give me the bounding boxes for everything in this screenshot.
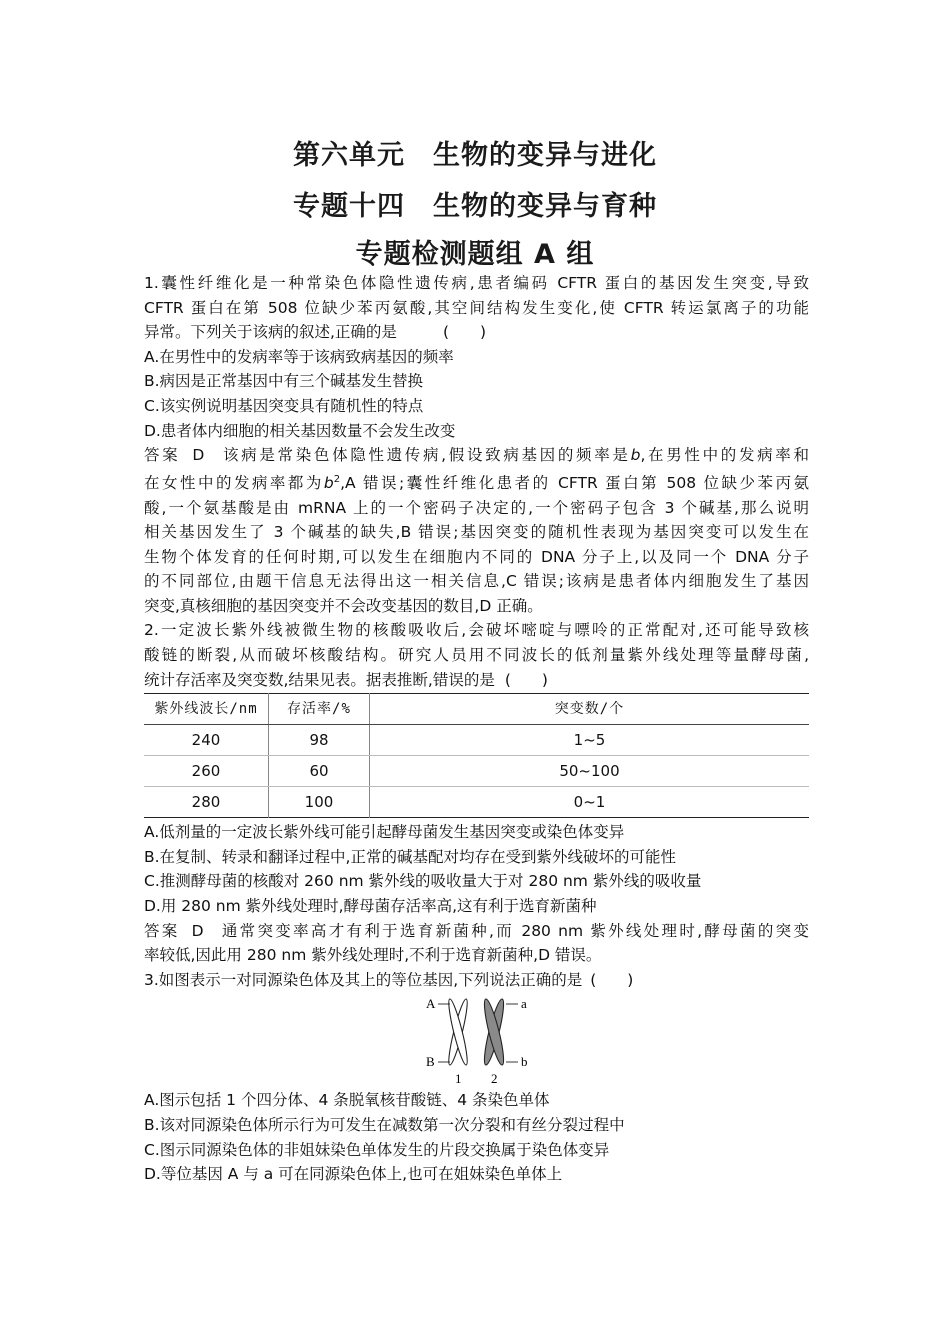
q1-explanation-line: 生物个体发育的任何时期,可以发生在细胞内不同的 DNA 分子上,以及同一个 DNA 分子 xyxy=(144,547,809,566)
q2-stem-line: 酸链的断裂,从而破坏核酸结构。研究人员用不同波长的低剂量紫外线处理等量酵母菌, xyxy=(144,646,809,665)
chromosome-figure xyxy=(144,992,809,1088)
table-cell: 0~1 xyxy=(370,787,810,818)
chromosome-1 xyxy=(446,998,471,1066)
q1-stem-line: CFTR 蛋白在第 508 位缺少苯丙氨酸,其空间结构发生变化,使 CFTR 转运氯离子的功能 xyxy=(144,298,809,317)
table-row xyxy=(144,787,809,818)
q1-explanation-line: 的不同部位,由题干信息无法得出这一相关信息,C 错误;该病是患者体内细胞发生了基因 xyxy=(144,572,809,591)
q2-option-d: D.用 280 nm 紫外线处理时,酵母菌存活率高,这有利于选育新菌种 xyxy=(144,897,597,916)
answer-letter: D xyxy=(192,446,205,465)
q2-answer-paren: ( ) xyxy=(504,670,548,689)
table-cell: 280 xyxy=(191,792,221,811)
uv-data-table xyxy=(144,693,809,818)
chromosome-2 xyxy=(481,998,507,1066)
table-header: 存活率/% xyxy=(269,694,370,725)
q2-stem-line: 统计存活率及突变数,结果见表。据表推断,错误的是 ( ) xyxy=(144,670,548,689)
answer-label: 答案 xyxy=(144,446,181,465)
label-b: b xyxy=(521,1054,528,1070)
q2-explanation-line: 率较低,因此用 280 nm 紫外线处理时,不利于选育新菌种,D 错误。 xyxy=(144,946,602,965)
q2-option-a: A.低剂量的一定波长紫外线可能引起酵母菌发生基因突变或染色体变异 xyxy=(144,823,625,842)
chromosome-number-1: 1 xyxy=(455,1071,462,1087)
table-cell: 240 xyxy=(144,725,269,756)
table-row xyxy=(144,725,809,756)
q1-stem-line: 1.囊性纤维化是一种常染色体隐性遗传病,患者编码 CFTR 蛋白的基因发生突变,导致 xyxy=(144,274,809,292)
q1-option-d: D.患者体内细胞的相关基因数量不会发生改变 xyxy=(144,421,456,440)
q1-explanation-line: 在女性中的发病率都为$b^2,A$ 错误;囊性纤维化患者的 CFTR 蛋白第 508 位缺少苯丙氨 xyxy=(144,473,809,492)
q1-explanation-line: 突变,真核细胞的基因突变并不会改变基因的数目,D 正确。 xyxy=(144,596,543,615)
answer-letter: D xyxy=(191,921,204,940)
unit-title: 第六单元 生物的变异与进化 xyxy=(293,140,657,171)
label-a: a xyxy=(521,996,527,1012)
table-cell: 100 xyxy=(269,787,370,818)
q1-explanation-line: 相关基因发生了 3 个碱基的缺失,B 错误;基因突变的随机性表现为基因突变可以发生在 xyxy=(144,523,809,542)
label-A: A xyxy=(426,996,436,1012)
q2-option-c: C.推测酵母菌的核酸对 260 nm 紫外线的吸收量大于对 280 nm 紫外线的吸收量 xyxy=(144,872,702,891)
q3-stem: 3.如图表示一对同源染色体及其上的等位基因,下列说法正确的是 ( ) xyxy=(144,970,634,989)
q3-option-c: C.图示同源染色体的非姐妹染色单体发生的片段交换属于染色体变异 xyxy=(144,1140,610,1159)
chromosome-number-2: 2 xyxy=(491,1071,498,1087)
table-header-row xyxy=(144,694,809,725)
q2-stem-line: 2.一定波长紫外线被微生物的核酸吸收后,会破坏嘧啶与嘌呤的正常配对,还可能导致核 xyxy=(144,621,809,640)
table-header: 紫外线波长/nm xyxy=(144,694,269,725)
q3-answer-paren: ( ) xyxy=(590,970,634,989)
table-cell: 98 xyxy=(269,725,370,756)
q3-option-a: A.图示包括 1 个四分体、4 条脱氧核苷酸链、4 条染色单体 xyxy=(144,1091,550,1110)
q1-option-b: B.病因是正常基因中有三个碱基发生替换 xyxy=(144,372,424,391)
q1-answer-paren: ( ) xyxy=(442,323,487,342)
q2-explanation-line: 答案 D 通常突变率高才有利于选育新菌种,而 280 nm 紫外线处理时,酵母菌的突变 xyxy=(144,921,809,940)
table-cell: 1~5 xyxy=(370,725,810,756)
q1-explanation-line: 答案 D 该病是常染色体隐性遗传病,假设致病基因的频率是b,在男性中的发病率和 xyxy=(144,446,809,465)
table-cell: 60 xyxy=(269,756,370,787)
topic-title: 专题十四 生物的变异与育种 xyxy=(293,191,657,222)
table-row xyxy=(144,756,809,787)
question-content xyxy=(144,271,809,1187)
answer-label: 答案 xyxy=(144,921,180,940)
q3-option-d: D.等位基因 A 与 a 可在同源染色体上,也可在姐妹染色单体上 xyxy=(144,1165,563,1184)
q1-option-c: C.该实例说明基因突变具有随机性的特点 xyxy=(144,396,424,415)
table-cell: 260 xyxy=(144,756,269,787)
table-header: 突变数/个 xyxy=(370,694,810,725)
table-cell: 50~100 xyxy=(370,756,810,787)
group-title: 专题检测题组 A 组 xyxy=(355,239,595,270)
q1-option-a: A.在男性中的发病率等于该病致病基因的频率 xyxy=(144,347,454,366)
q3-option-b: B.该对同源染色体所示行为可发生在减数第一次分裂和有丝分裂过程中 xyxy=(144,1116,625,1134)
label-B: B xyxy=(426,1054,435,1070)
q1-stem-line: 异常。下列关于该病的叙述,正确的是 ( ) xyxy=(144,323,487,342)
q2-option-b: B.在复制、转录和翻译过程中,正常的碱基配对均存在受到紫外线破坏的可能性 xyxy=(144,847,676,866)
q1-explanation-line: 酸,一个氨基酸是由 mRNA 上的一个密码子决定的,一个密码子包含 3 个碱基,那么说明 xyxy=(144,498,809,517)
homologous-chromosome-diagram xyxy=(422,992,542,1088)
